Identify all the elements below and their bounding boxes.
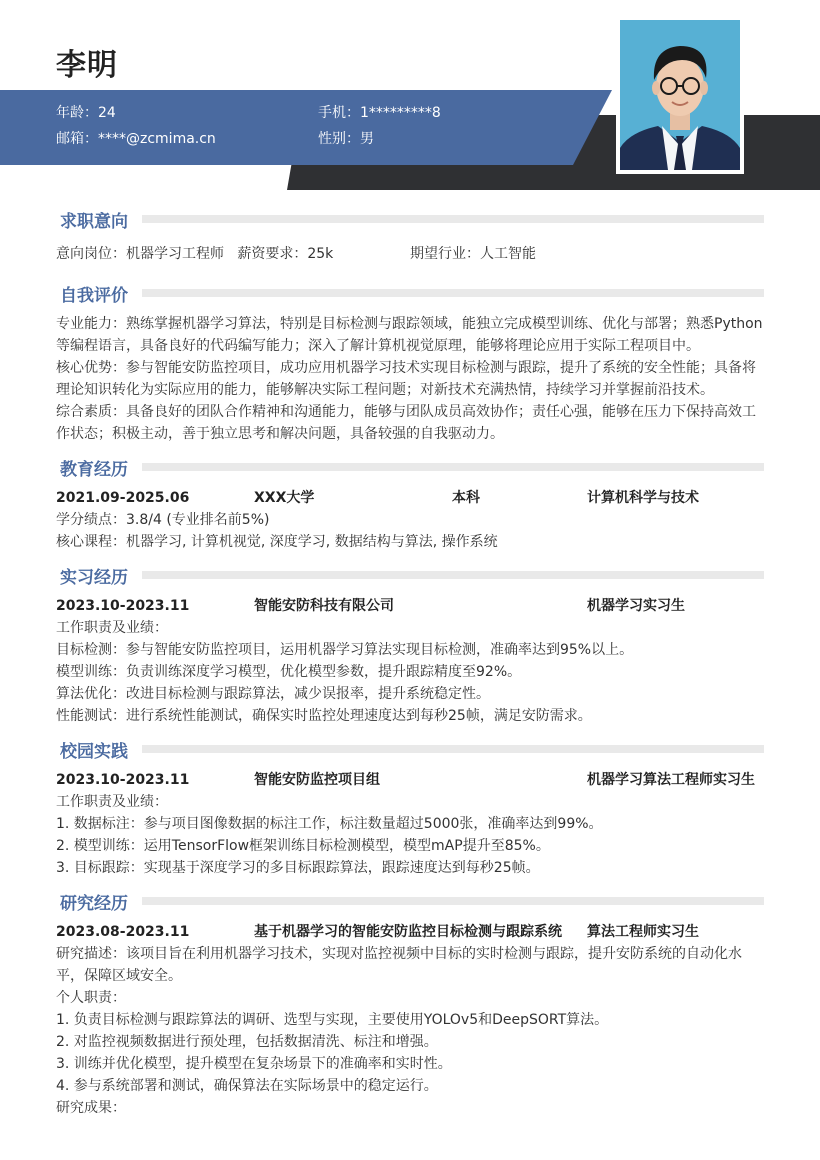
section-header	[56, 561, 764, 589]
section-header	[56, 887, 764, 915]
company-name: 智能安防科技有限公司	[254, 598, 394, 614]
degree: 本科	[452, 490, 480, 506]
text-line: 3. 训练并优化模型，提升模型在复杂场景下的准确率和实时性。	[56, 1056, 452, 1072]
text-line: 核心课程：机器学习, 计算机视觉, 深度学习, 数据结构与算法, 操作系统	[56, 534, 498, 550]
education-date: 2021.09-2025.06	[56, 490, 190, 506]
text-line: 3. 目标跟踪：实现基于深度学习的多目标跟踪算法，跟踪速度达到每秒25帧。	[56, 860, 540, 876]
section-campus-practice	[56, 735, 764, 879]
campus-date: 2023.10-2023.11	[56, 772, 190, 788]
text-line: 理论知识转化为实际应用的能力，能够解决实际工程问题；对新技术充满热情，持续学习并掌握前沿技术。	[56, 382, 714, 398]
text-line: 算法优化：改进目标检测与跟踪算法，减少误报率，提升系统稳定性。	[56, 686, 490, 702]
text-line: 个人职责：	[56, 990, 126, 1006]
section-divider	[142, 897, 764, 905]
section-divider	[142, 463, 764, 471]
text-line: 研究成果：	[56, 1100, 126, 1116]
major: 计算机科学与技术	[587, 490, 699, 506]
text-line: 工作职责及业绩：	[56, 620, 168, 636]
section-title: 实习经历	[60, 567, 128, 588]
research-role: 算法工程师实习生	[587, 924, 699, 940]
section-title: 教育经历	[60, 459, 128, 480]
section-divider	[142, 215, 764, 223]
section-header	[56, 735, 764, 763]
section-header	[56, 279, 764, 307]
section-self-evaluation	[56, 279, 764, 445]
text-line: 模型训练：负责训练深度学习模型，优化模型参数，提升跟踪精度至92%。	[56, 664, 522, 680]
research-entry-header	[56, 921, 764, 943]
section-internship	[56, 561, 764, 727]
section-divider	[142, 745, 764, 753]
section-title: 自我评价	[60, 285, 128, 306]
text-line: 2. 对监控视频数据进行预处理，包括数据清洗、标注和增强。	[56, 1034, 438, 1050]
section-title: 研究经历	[60, 893, 128, 914]
text-line: 专业能力：熟练掌握机器学习算法，特别是目标检测与跟踪领域，能独立完成模型训练、优化与部署；熟悉Python	[56, 316, 763, 332]
internship-date: 2023.10-2023.11	[56, 598, 190, 614]
phone-text: 手机：1*********8	[318, 105, 441, 121]
text-line: 作状态；积极主动，善于独立思考和解决问题，具备较强的自我驱动力。	[56, 426, 504, 442]
text-line: 性能测试：进行系统性能测试，确保实时监控处理速度达到每秒25帧，满足安防需求。	[56, 708, 592, 724]
section-header	[56, 453, 764, 481]
position-salary-text: 意向岗位：机器学习工程师 薪资要求：25k	[56, 246, 334, 262]
section-header	[56, 205, 764, 233]
text-line: 工作职责及业绩：	[56, 794, 168, 810]
section-divider	[142, 571, 764, 579]
text-line: 1. 数据标注：参与项目图像数据的标注工作，标注数量超过5000张，准确率达到99%。	[56, 816, 603, 832]
text-line: 4. 参与系统部署和测试，确保算法在实际场景中的稳定运行。	[56, 1078, 438, 1094]
education-entry-header	[56, 487, 764, 509]
candidate-name: 李明	[56, 48, 118, 83]
internship-role: 机器学习实习生	[587, 598, 685, 614]
internship-entry-header	[56, 595, 764, 617]
text-line: 研究描述：该项目旨在利用机器学习技术，实现对监控视频中目标的实时检测与跟踪，提升安防系统的自动化水	[56, 946, 742, 962]
text-line: 1. 负责目标检测与跟踪算法的调研、选型与实现，主要使用YOLOv5和DeepSORT算法。	[56, 1012, 609, 1028]
resume-body	[56, 205, 764, 1127]
research-date: 2023.08-2023.11	[56, 924, 190, 940]
school-name: XXX大学	[254, 490, 315, 506]
profile-photo	[616, 16, 744, 174]
age-text: 年龄：24	[56, 105, 116, 121]
gender-text: 性别：男	[318, 131, 374, 147]
section-title: 求职意向	[60, 211, 128, 232]
text-line: 学分绩点：3.8/4 (专业排名前5%)	[56, 512, 270, 528]
section-title: 校园实践	[60, 741, 128, 762]
text-line: 目标检测：参与智能安防监控项目，运用机器学习算法实现目标检测，准确率达到95%以上。	[56, 642, 634, 658]
industry-text: 期望行业：人工智能	[410, 246, 536, 262]
campus-entry-header	[56, 769, 764, 791]
text-line: 平，保障区域安全。	[56, 968, 182, 984]
campus-org: 智能安防监控项目组	[254, 772, 380, 788]
section-education	[56, 453, 764, 553]
campus-role: 机器学习算法工程师实习生	[587, 772, 755, 788]
section-job-intent	[56, 205, 764, 265]
email-text: 邮箱：****@zcmima.cn	[56, 131, 216, 147]
text-line: 2. 模型训练：运用TensorFlow框架训练目标检测模型，模型mAP提升至85%。	[56, 838, 550, 854]
research-project: 基于机器学习的智能安防监控目标检测与跟踪系统	[254, 924, 562, 940]
section-divider	[142, 289, 764, 297]
text-line: 核心优势：参与智能安防监控项目，成功应用机器学习技术实现目标检测与跟踪，提升了系统的安全性能；具备将	[56, 360, 756, 376]
portrait-illustration	[620, 20, 740, 170]
text-line: 等编程语言，具备良好的代码编写能力；深入了解计算机视觉原理，能够将理论应用于实际工程项目中。	[56, 338, 700, 354]
intent-row	[56, 243, 764, 265]
text-line: 综合素质：具备良好的团队合作精神和沟通能力，能够与团队成员高效协作；责任心强，能够在压力下保持高效工	[56, 404, 756, 420]
section-research	[56, 887, 764, 1119]
